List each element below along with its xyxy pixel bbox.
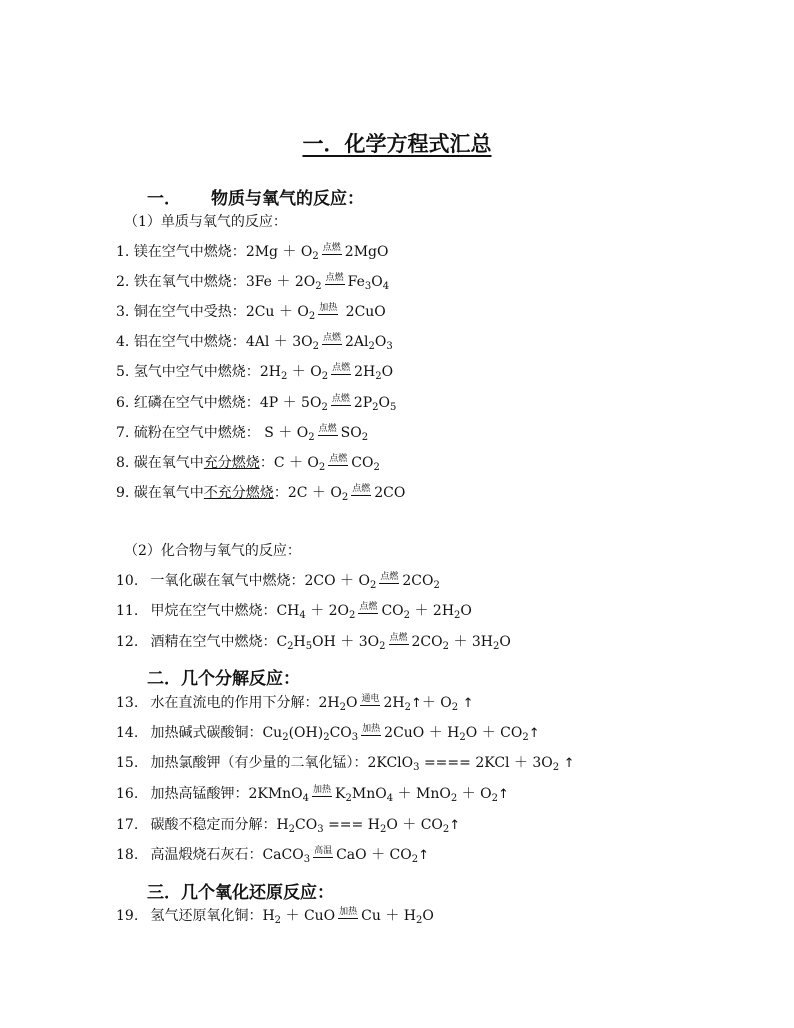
reaction-line: 3. 铜在空气中受热：$2Cu + O_2$加热 2CuO [116, 303, 386, 322]
reaction-line: 12. 酒精在空气中燃烧：$C_2H_5OH + 3O_2$点燃 $2CO_2 + 3H_2O$ [116, 633, 511, 652]
reaction-line: 15. 加热氯酸钾（有少量的二氧化锰）：2KClO$_3$ ==== $2KCl + 3O_2$ ↑ [116, 755, 575, 773]
subsection-element-oxygen: （1）单质与氧气的反应： [124, 214, 287, 230]
reaction-line: 18. 高温煅烧石灰石：CaCO$_3$高温 CaO ＋ $CO_2↑$ [116, 846, 430, 865]
reaction-line: 8. 碳在氧气中充分燃烧：$C + O_2$点燃 $CO_2$ [116, 454, 380, 473]
reaction-line: 5. 氢气中空气中燃烧：$2H_2 + O_2$点燃 $2H_2O$ [116, 363, 394, 382]
reaction-line: 19. 氢气还原氧化铜：$H_2$ ＋ CuO 加热 $Cu + H_2O$ [116, 907, 434, 926]
section-heading-decomposition: 二．几个分解反应： [147, 669, 300, 689]
section-heading-redox: 三．几个氧化还原反应： [147, 883, 334, 903]
reaction-line: 10. 一氧化碳在氧气中燃烧：$2CO + O_2$点燃 $2CO_2$ [116, 572, 440, 591]
subsection-compound-oxygen: （2）化合物与氧气的反应： [124, 543, 301, 559]
reaction-line: 1. 镁在空气中燃烧：$2Mg + O_2$点燃 2MgO [116, 243, 389, 262]
reaction-line: 11. 甲烷在空气中燃烧：$CH_4 + 2O_2$点燃 $CO_2 + 2H_2O$ [116, 602, 472, 621]
page-title: 一．化学方程式汇总 [302, 132, 492, 156]
reaction-line: 2. 铁在氧气中燃烧：$3Fe + 2O_2$点燃 $Fe_3O_4$ [116, 273, 390, 292]
section-heading-oxygen: 一． 物质与氧气的反应： [147, 189, 364, 209]
reaction-line: 9. 碳在氧气中不充分燃烧：$2C + O_2$点燃 2CO [116, 484, 406, 503]
reaction-line: 14. 加热碱式碳酸铜：$Cu_2(OH)_2CO_3$加热 $2CuO + H_2O$ ＋ $CO_2↑$ [116, 724, 540, 743]
reaction-line: 17. 碳酸不稳定而分解：$H_2CO_3$ === $H_2O$ ＋ $CO_2↑$ [116, 817, 461, 835]
reaction-line: 6. 红磷在空气中燃烧：$4P + 5O_2$点燃 $2P_2O_5$ [116, 394, 397, 413]
reaction-line: 7. 硫粉在空气中燃烧： $S + O_2$点燃 $SO_2$ [116, 424, 369, 443]
reaction-line: 16. 加热高锰酸钾：2KMnO$_4$加热 $K_2MnO_4 + MnO_2$ ＋ $O_2↑$ [116, 785, 509, 804]
reaction-line: 13. 水在直流电的作用下分解：$2H_2O$ 通电 $2H_2↑+ O_2$ ↑ [116, 694, 474, 713]
reaction-line: 4. 铝在空气中燃烧：$4Al + 3O_2$点燃 $2Al_2O_3$ [116, 333, 393, 352]
